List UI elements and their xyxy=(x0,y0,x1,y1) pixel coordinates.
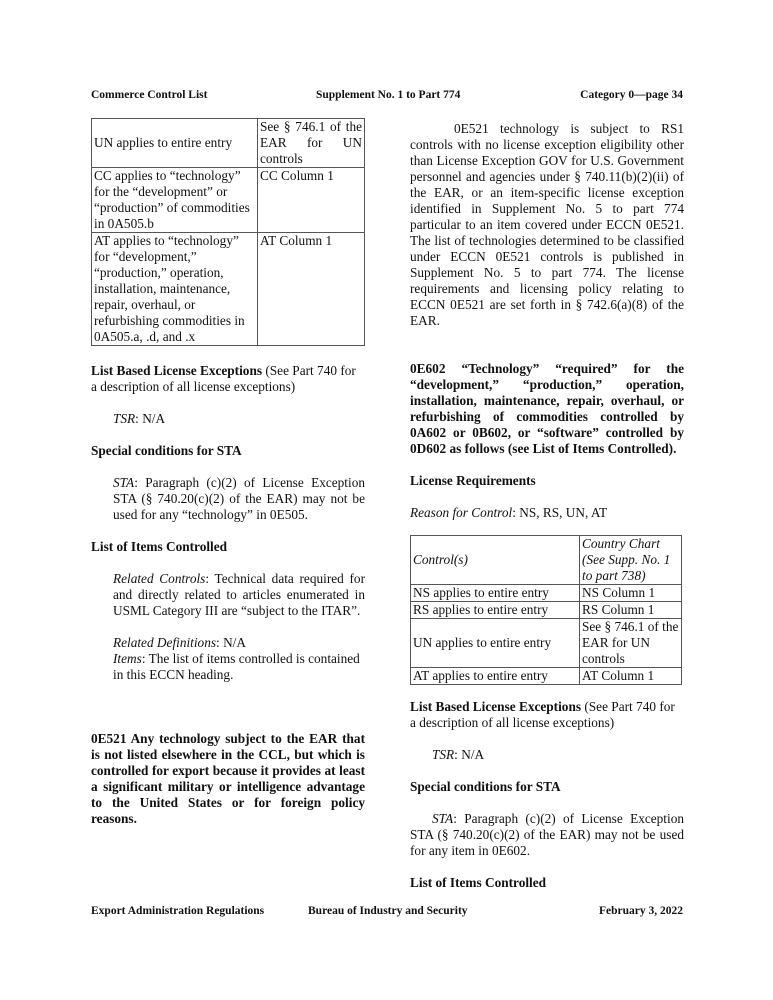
tsr-label: TSR xyxy=(113,411,136,426)
table-cell-chart: RS Column 1 xyxy=(580,602,682,619)
sta-paragraph-0e602 xyxy=(410,811,684,859)
right-column xyxy=(410,118,684,891)
lble-heading: List Based License Exceptions xyxy=(410,699,582,714)
items-heading: List of Items Controlled xyxy=(91,539,228,554)
sta-label: STA xyxy=(432,811,454,826)
sta-heading: Special conditions for STA xyxy=(91,443,242,458)
related-controls-label: Related Controls xyxy=(113,571,206,586)
page-footer xyxy=(91,905,683,917)
tsr-line xyxy=(91,411,365,427)
lble-heading: List Based License Exceptions xyxy=(91,363,263,378)
table-cell-chart: AT Column 1 xyxy=(580,668,682,685)
table-cell-control: UN applies to entire entry xyxy=(411,619,580,668)
table-cell-chart: See § 746.1 of the EAR for UN controls xyxy=(580,619,682,668)
footer-center: Bureau of Industry and Security xyxy=(308,905,468,917)
related-definitions xyxy=(91,635,365,651)
tsr-line-0e602 xyxy=(410,747,684,763)
table-cell-control: AT applies to “technology” for “development,” “production,” operation, installation, maintenance, repair, overhaul, or refurbishing commodities in 0A505.a, .d, and .x xyxy=(92,233,258,346)
items-line xyxy=(91,651,365,683)
header-chart: Country Chart (See Supp. No. 1 to part 738) xyxy=(580,536,682,585)
table-cell-control: RS applies to entire entry xyxy=(411,602,580,619)
page-header xyxy=(91,89,683,101)
eccn-0e602-heading: 0E602 “Technology” “required” for the “development,” “production,” operation, installation, maintenance, repair, overhaul, or refurbishing of commodities controlled by 0A602 or 0B602, or “software” controlled by 0D602 as follows (see List of Items Controlled). xyxy=(410,361,684,456)
eccn-0e521-heading: 0E521 Any technology subject to the EAR that is not listed elsewhere in the CCL, but which is controlled for export because it provides at least a significant military or intelligence advantage to the United States or for foreign policy reasons. xyxy=(91,731,365,826)
related-definitions-label: Related Definitions xyxy=(113,635,217,650)
header-left: Commerce Control List xyxy=(91,89,208,101)
tsr-value: : N/A xyxy=(454,747,485,762)
table-cell-control: AT applies to entire entry xyxy=(411,668,580,685)
items-heading-0e602: List of Items Controlled xyxy=(410,875,547,890)
table-cell-control: UN applies to entire entry xyxy=(92,119,258,168)
sta-text: : Paragraph (c)(2) of License Exception STA (§ 740.20(c)(2) of the EAR) may not be used for any item in 0E602. xyxy=(410,811,684,858)
reason-label: Reason for Control xyxy=(410,505,513,520)
reason-for-control xyxy=(410,505,684,521)
header-control: Control(s) xyxy=(411,536,580,585)
table-row xyxy=(411,585,682,602)
footer-right: February 3, 2022 xyxy=(598,905,683,917)
header-right: Category 0—page 34 xyxy=(580,89,683,101)
table-cell-control: CC applies to “technology” for the “development” or “production” of commodities in 0A505.b xyxy=(92,168,258,233)
table-cell-control: NS applies to entire entry xyxy=(411,585,580,602)
related-controls-text: : Technical data required for and directly related to articles enumerated in USML Category III are “subject to the ITAR”. xyxy=(113,571,365,618)
related-definitions-text: : N/A xyxy=(216,635,246,650)
lble-paragraph xyxy=(91,363,365,395)
left-column xyxy=(91,118,365,827)
lble-description: (See Part 740 for a description of all license exceptions) xyxy=(91,363,356,394)
license-table-0e602 xyxy=(410,535,682,685)
license-requirements-heading: License Requirements xyxy=(410,473,536,488)
table-cell-chart: NS Column 1 xyxy=(580,585,682,602)
table-row xyxy=(92,168,365,233)
sta-heading-0e602: Special conditions for STA xyxy=(410,779,561,794)
tsr-label: TSR xyxy=(432,747,455,762)
lble-description: (See Part 740 for a description of all license exceptions) xyxy=(410,699,675,730)
table-row xyxy=(411,668,682,685)
table-row xyxy=(411,619,682,668)
related-controls xyxy=(91,571,365,619)
table-cell-chart: AT Column 1 xyxy=(258,233,365,346)
table-row xyxy=(92,119,365,168)
lble-paragraph-0e602 xyxy=(410,699,684,731)
table-row xyxy=(92,233,365,346)
table-row xyxy=(411,602,682,619)
header-center: Supplement No. 1 to Part 774 xyxy=(316,89,461,101)
reason-value: : NS, RS, UN, AT xyxy=(512,505,608,520)
sta-label: STA xyxy=(113,475,135,490)
table-cell-chart: CC Column 1 xyxy=(258,168,365,233)
table-cell-chart: See § 746.1 of the EAR for UN controls xyxy=(258,119,365,168)
0e521-intro-paragraph: 0E521 technology is subject to RS1 controls with no license exception eligibility other than License Exception GOV for U.S. Government personnel and agencies under § 740.11(b)(2)(ii) of the EAR, or an item-specific license exception identified in Supplement No. 5 to part 774 particular to an item covered under ECCN 0E521. The list of technologies determined to be classified under ECCN 0E521 controls is published in Supplement No. 5 to part 774. The license requirements and licensing policy relating to ECCN 0E521 are set forth in § 742.6(a)(8) of the EAR. xyxy=(410,121,684,328)
sta-paragraph xyxy=(91,475,365,523)
items-text: : The list of items controlled is contained in this ECCN heading. xyxy=(113,651,360,682)
license-table-0e505 xyxy=(91,118,365,346)
footer-left: Export Administration Regulations xyxy=(91,905,265,917)
tsr-value: : N/A xyxy=(135,411,166,426)
items-label: Items xyxy=(113,651,142,666)
sta-text: : Paragraph (c)(2) of License Exception STA (§ 740.20(c)(2) of the EAR) may not be used for any “technology” in 0E505. xyxy=(113,475,365,522)
table-header-row xyxy=(411,536,682,585)
